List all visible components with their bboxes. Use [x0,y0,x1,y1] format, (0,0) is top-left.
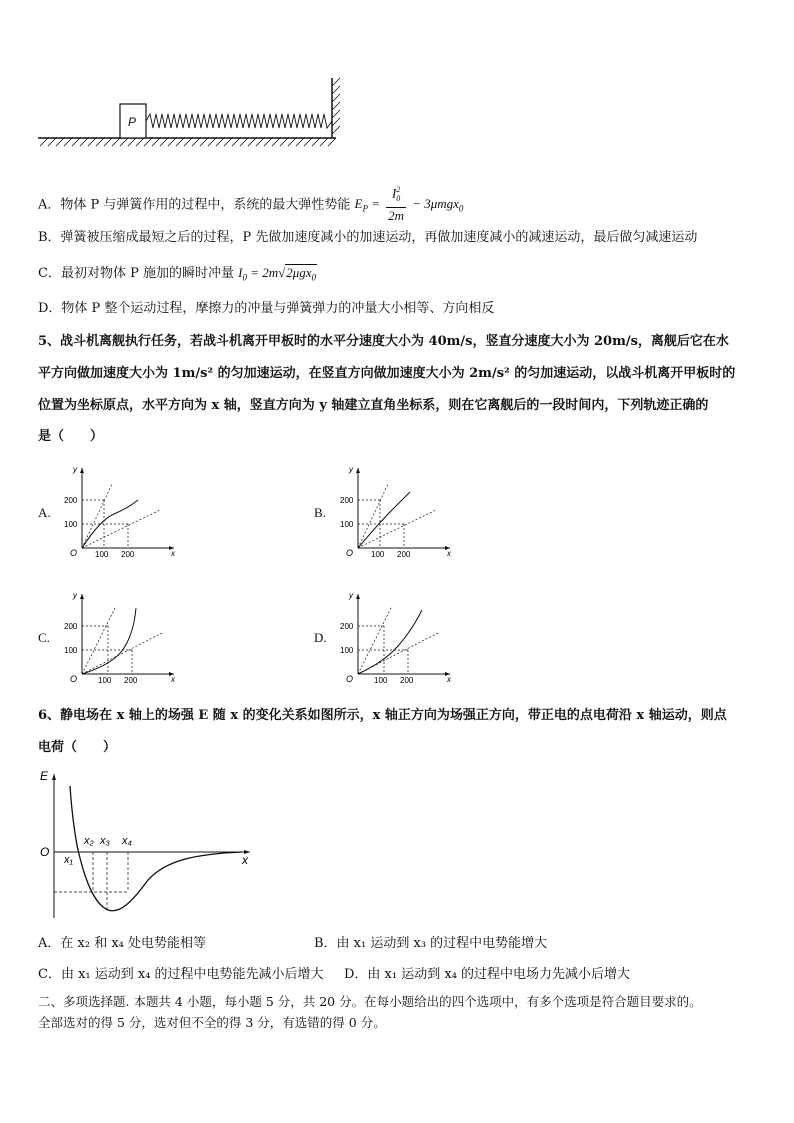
q4-option-d: D．物体 P 整个运动过程，摩擦力的冲量与弹簧弹力的冲量大小相等、方向相反 [38,301,495,316]
q5-graph-c[interactable] [64,586,184,686]
x-tick-200: 200 [121,550,135,559]
x-axis-label: x [171,675,175,684]
y-tick-100: 100 [340,646,354,655]
x-tick-200: 200 [400,676,414,685]
q6-option-c[interactable]: C．由 x₁ 运动到 x₄ 的过程中电势能先减小后增大 [38,967,324,982]
q6-text-line2: 电荷（ ） [38,740,117,755]
q6-option-d[interactable]: D．由 x₁ 运动到 x₄ 的过程中电场力先减小后增大 [344,967,631,982]
y-tick-200: 200 [64,622,78,631]
x-axis-label: x [242,853,248,867]
y-axis-label: y [349,465,353,474]
ep-subscript: P [362,204,368,215]
x-axis-label: x [447,675,451,684]
origin-label: O [70,674,78,684]
x-tick-200: 200 [397,550,411,559]
q5-graph-a[interactable] [64,460,184,560]
q5-option-c-label[interactable]: C. [38,630,50,645]
q5-option-a-label[interactable]: A. [38,505,51,520]
q5-text-line4: 是（ ） [38,429,104,444]
y-tick-100: 100 [64,520,78,529]
ep-symbol: E [354,196,363,212]
origin-label: O [40,845,50,859]
section2-line2: 全部选对的得 5 分，选对但不全的得 3 分，有选错的得 0 分。 [38,1015,386,1030]
fraction-denominator: 2m [388,207,405,223]
impulse-formula: = 2m [250,265,279,280]
y-tick-200: 200 [340,622,354,631]
x-tick-100: 100 [98,676,112,685]
x-tick-100: 100 [374,676,388,685]
origin-label: O [346,548,354,558]
origin-label: O [346,674,354,684]
q5-graph-b[interactable] [340,460,460,560]
q4-option-c-text: C．最初对物体 P 施加的瞬时冲量 [38,266,234,281]
x-axis-label: x [447,549,451,558]
q6-text-line1: 6、静电场在 x 轴上的场强 E 随 x 的变化关系如图所示，x 轴正方向为场强正方向，带正电的点电荷沿 x 轴运动，则点 [38,708,727,723]
x-axis-label: x [171,549,175,558]
q4-option-a-text: A．物体 P 与弹簧作用的过程中，系统的最大弹性势能 [38,197,351,213]
q4-option-a: A．物体 P 与弹簧作用的过程中，系统的最大弹性势能 $E_P$ = $\frac{I_0^2}{2m}$ − 3μmgx$_0$ [38,184,463,226]
fraction-numerator: I [391,185,397,201]
q6-option-a[interactable]: A．在 x₂ 和 x₄ 处电势能相等 [38,936,207,951]
x-tick-200: 200 [124,676,138,685]
q5-text-line3: 位置为坐标原点，水平方向为 x 轴，竖直方向为 y 轴建立直角坐标系，则在它离舰后的一段时间内，下列轨迹正确的 [38,398,709,413]
impulse-sqrt: 2μgx [286,265,312,280]
origin-label: O [70,548,78,558]
q5-option-d-label[interactable]: D. [314,630,327,645]
ep-formula-tail: − 3μmgx [412,196,459,212]
e-axis-label: E [40,769,49,783]
x2-label: x₂ [84,835,94,847]
q5-text-line2: 平方向做加速度大小为 1m/s² 的匀加速运动，在竖直方向做加速度大小为 2m/s² 的匀加速运动，以战斗机离开甲板时的 [38,366,736,381]
y-tick-200: 200 [64,496,78,505]
q6-e-x-graph [36,766,256,924]
y-axis-label: y [349,591,353,600]
x-tick-100: 100 [95,550,109,559]
q4-option-c: C．最初对物体 P 施加的瞬时冲量 $I_0 = 2m√2\mu gx_0$ [38,265,317,283]
q5-graph-d[interactable] [340,586,460,686]
x4-label: x₄ [122,835,132,847]
block-label: P [128,115,137,129]
x-tick-100: 100 [371,550,385,559]
y-tick-100: 100 [340,520,354,529]
y-tick-200: 200 [340,496,354,505]
impulse-symbol: I [238,265,243,280]
y-axis-label: y [73,591,77,600]
x3-label: x₃ [100,835,110,847]
q6-option-b[interactable]: B．由 x₁ 运动到 x₃ 的过程中电势能增大 [314,936,548,951]
q5-text-line1: 5、战斗机离舰执行任务，若战斗机离开甲板时的水平分速度大小为 40m/s，竖直分速度大小为 20m/s，离舰后它在水 [38,334,729,349]
q5-option-b-label[interactable]: B. [314,505,326,520]
q4-option-b: B．弹簧被压缩成最短之后的过程，P 先做加速度减小的加速运动，再做加速度减小的减速运动，最后做匀减速运动 [38,230,698,245]
y-tick-100: 100 [64,646,78,655]
spring-block-figure [36,76,346,152]
y-axis-label: y [73,465,77,474]
x1-label: x₁ [64,854,73,866]
section2-line1: 二、多项选择题. 本题共 4 小题，每小题 5 分，共 20 分。在每小题给出的四个选项中，有多个选项是符合题目要求的。 [38,994,702,1009]
